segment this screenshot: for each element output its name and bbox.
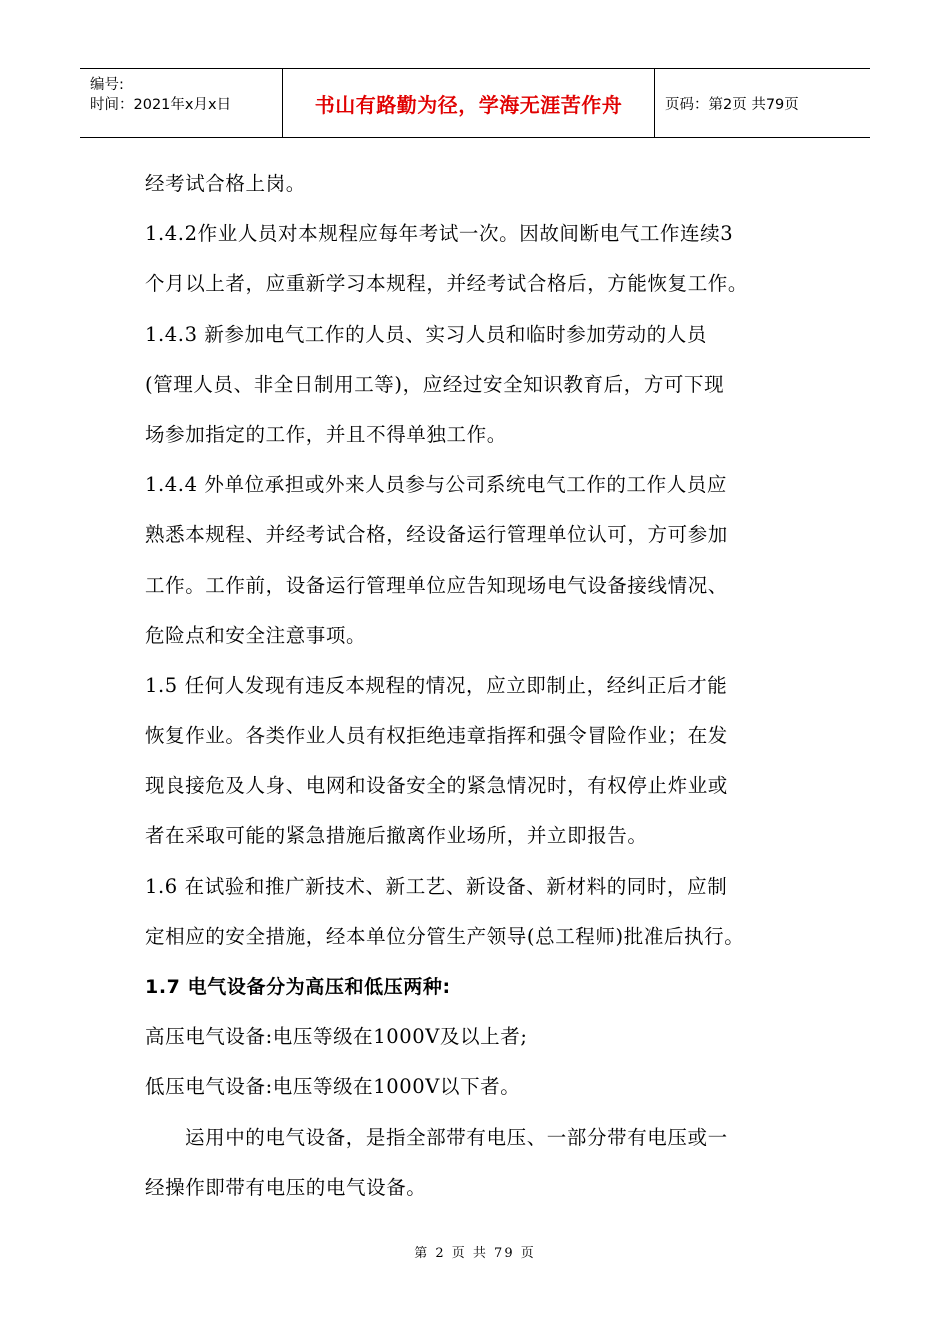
body-line: 经考试合格上岗。 [145, 172, 306, 195]
body-line: 经操作即带有电压的电气设备。 [145, 1175, 427, 1199]
header-page-info: 页码：第2页 共79页 [665, 96, 799, 113]
body-line: 1.5 任何人发现有违反本规程的情况，应立即制止，经纠正后才能 [145, 673, 728, 697]
body-line: 恢复作业。各类作业人员有权拒绝违章指挥和强令冒险作业；在发 [145, 724, 728, 748]
body-line: 场参加指定的工作，并且不得单独工作。 [145, 422, 507, 446]
header-page-cell [655, 69, 870, 137]
body-line: 定相应的安全措施，经本单位分管生产领导(总工程师)批准后执行。 [145, 924, 745, 948]
body-line: 运用中的电气设备，是指全部带有电压、一部分带有电压或一 [185, 1125, 728, 1149]
body-line: 个月以上者，应重新学习本规程，并经考试合格后，方能恢复工作。 [145, 272, 749, 296]
header-motto: 书山有路勤为径，学海无涯苦作舟 [314, 92, 623, 117]
body-line: 危险点和安全注意事项。 [145, 623, 367, 647]
body-line: 1.6 在试验和推广新技术、新工艺、新设备、新材料的同时，应制 [145, 874, 728, 898]
body-line: 1.4.4 外单位承担或外来人员参与公司系统电气工作的工作人员应 [145, 473, 728, 497]
section-heading: 1.7 电气设备分为高压和低压两种: [145, 976, 451, 998]
body-line: 者在采取可能的紧急措施后撤离作业场所，并立即报告。 [145, 824, 648, 848]
page-header [80, 68, 870, 138]
body-line: 高压电气设备:电压等级在1000V及以上者; [145, 1025, 528, 1049]
header-meta-cell [80, 69, 283, 137]
body-line: 熟悉本规程、并经考试合格，经设备运行管理单位认可，方可参加 [145, 523, 728, 547]
body-line: 1.4.3 新参加电气工作的人员、实习人员和临时参加劳动的人员 [145, 322, 707, 346]
body-line: 低压电气设备:电压等级在1000V以下者。 [145, 1075, 521, 1099]
body-line: 1.4.2作业人员对本规程应每年考试一次。因故间断电气工作连续3 [145, 222, 734, 246]
body-line: 现良接危及人身、电网和设备安全的紧急情况时，有权停止炸业或 [145, 774, 728, 798]
document-date-label: 时间：2021年x月x日 [90, 97, 232, 113]
document-body [145, 166, 810, 1220]
document-number-label: 编号: [90, 77, 124, 93]
body-line: (管理人员、非全日制用工等)，应经过安全知识教育后，方可下现 [145, 372, 725, 396]
page-footer: 第 2 页 共 79 页 [414, 1246, 536, 1261]
body-line: 工作。工作前，设备运行管理单位应告知现场电气设备接线情况、 [145, 573, 728, 597]
header-motto-cell [283, 69, 655, 137]
